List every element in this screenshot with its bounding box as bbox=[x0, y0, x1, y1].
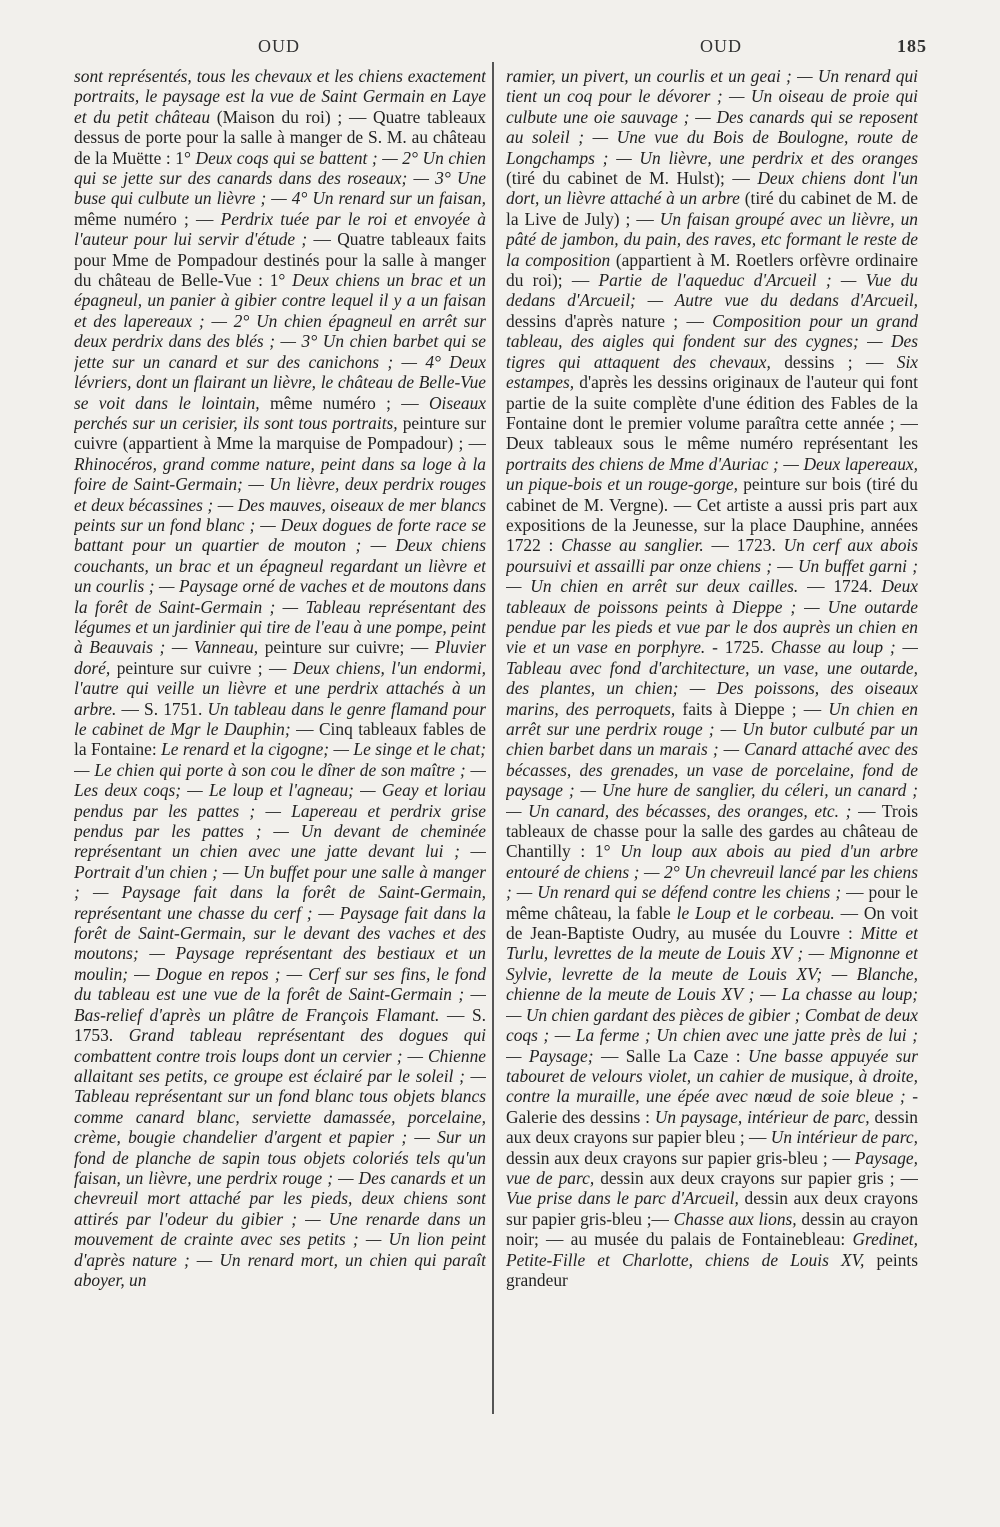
right-column-segment: dessin aux deux crayons sur papier gris-bleu ;— bbox=[506, 1188, 918, 1229]
left-column-segment: Oiseaux perchés sur un cerisier, ils sont tous portraits, bbox=[74, 392, 486, 433]
right-column-segment: Un cerf aux abois poursuivi et assailli par onze chiens ; — Un buffet garni ; — Un chien en arrêt sur deux cailles. bbox=[506, 535, 918, 597]
right-column-segment: Un paysage, intérieur de parc, bbox=[654, 1106, 870, 1127]
page-number: 185 bbox=[897, 36, 927, 56]
left-column-segment: même numéro ; — bbox=[74, 208, 221, 229]
right-column-segment: Un chien en arrêt sur une perdrix rouge ; — Un butor culbuté par un chien barbet dans un marais ; — Canard attaché avec des bécasses, des grenades, un vase de porcelaine, fond de paysage ; — Une hure de sanglier, du céleri, un canard ; — Un canard, des bécasses, des oranges, etc. ; bbox=[506, 698, 918, 821]
right-column-segment: — 1723. bbox=[703, 535, 784, 556]
right-column-segment: Un intérieur de parc, bbox=[770, 1127, 918, 1148]
left-column-segment: (Maison du roi) ; — Quatre tableaux dessus de porte pour la salle à manger de S. M. au château de la Muëtte : 1° bbox=[74, 106, 486, 168]
right-column-segment: — pour le même château, la fable bbox=[506, 882, 918, 923]
right-column-segment: Vue prise dans le parc d'Arcueil, bbox=[506, 1188, 739, 1209]
right-column-segment: Mitte et Turlu, levrettes de la meute de Louis XV ; — Mignonne et Sylvie, levrette de la meute de Louis XV; — Blanche, chienne de la meute de Louis XV ; — La chasse au loup; — Un chien gardant des pièces de gibier ; Combat de deux coqs ; — La ferme ; Un chien avec une jatte près de lui ; — Paysage; bbox=[506, 923, 918, 1066]
right-column-segment: Deux tableaux de poissons peints à Dieppe ; — Une outarde pendue par les pieds et vue par le dos auprès un chien en vie et un vase en porphyre. bbox=[506, 576, 918, 658]
right-column-segment: Deux chiens dont l'un dort, un lièvre attaché à un arbre bbox=[506, 168, 918, 209]
right-column-segment: dessin aux deux crayons sur papier gris-bleu ; — bbox=[506, 1147, 855, 1168]
right-column-segment: Un loup aux abois au pied d'un arbre entouré de chiens ; — 2° Un chevreuil lancé par les chiens ; — Un renard qui se défend contre les chiens ; bbox=[506, 841, 918, 903]
right-column-segment: dessin aux deux crayons sur papier bleu ; — bbox=[506, 1106, 918, 1148]
left-column-text bbox=[74, 66, 486, 1290]
right-column-segment: (appartient à M. Roetlers orfèvre ordinaire du roi); — bbox=[506, 249, 918, 291]
right-column-segment: ramier, un pivert, un courlis et un geai ; — Un renard qui tient un coq pour le dévorer ; — Un oiseau de proie qui culbute une oie sauvage ; — Des canards qui se reposent au soleil ; — Une vue du Bois de Boulogne, route de Longchamps ; — Un lièvre, une perdrix et des oranges bbox=[506, 66, 918, 168]
right-column-segment: portraits des chiens de Mme d'Auriac ; — Deux lapereaux, un pique-bois et un rouge-gorge, bbox=[506, 453, 918, 495]
right-column-segment: — On voit de Jean-Baptiste Oudry, au musée du Louvre : bbox=[506, 902, 918, 944]
right-column-segment: - 1725. bbox=[705, 637, 771, 658]
left-column-segment: — S. 1751. bbox=[116, 698, 208, 719]
right-column-segment: Partie de l'aqueduc d'Arcueil ; — Vue du dedans d'Arcueil; — Autre vue du dedans d'Arcueil, bbox=[506, 270, 918, 311]
right-column-segment: Gredinet, Petite-Fille et Charlotte, chiens de Louis XV, bbox=[506, 1229, 918, 1270]
left-column-segment: peinture sur cuivre (appartient à Mme la marquise de Pompadour) ; — bbox=[74, 412, 486, 454]
left-column-segment: Pluvier doré, bbox=[74, 637, 486, 678]
right-column-segment: faits à Dieppe ; — bbox=[675, 698, 829, 719]
right-column-segment: (tiré du cabinet de M. Hulst); — bbox=[506, 168, 758, 189]
left-column-segment: sont représentés, tous les chevaux et les chiens exactement portraits, le paysage est la vue de Saint Germain en Laye et du petit château bbox=[74, 66, 486, 127]
right-column-segment: - Galerie des dessins : bbox=[506, 1086, 918, 1127]
left-column-segment: Perdrix tuée par le roi et envoyée à l'auteur pour lui servir d'étude ; bbox=[74, 208, 486, 250]
left-column-segment: Deux chiens, l'un endormi, l'autre qui veille un lièvre et une perdrix attachés à un arbre. bbox=[74, 657, 486, 719]
left-column-segment: Un tableau dans le genre flamand pour le cabinet de Mgr le Dauphin; bbox=[74, 698, 486, 739]
right-column-segment: dessin au crayon noir; — au musée du palais de Fontainebleau: bbox=[506, 1208, 918, 1250]
left-column-segment: Deux coqs qui se battent ; — 2° Un chien qui se jette sur des canards dans des roseaux; — 3° Une buse qui culbute un lièvre ; — 4° Un renard sur un faisan, bbox=[74, 147, 486, 209]
right-column-segment: dessins d'après nature ; — bbox=[506, 310, 713, 331]
right-column-text bbox=[506, 66, 918, 1290]
right-column-segment: peinture sur bois (tiré du cabinet de M. Vergne). — Cet artiste a aussi pris part aux expositions de la Jeunesse, sur la place Dauphine, années 1722 : bbox=[506, 474, 918, 556]
right-column-segment: Chasse au loup ; — Tableau avec fond d'architecture, un vase, une outarde, des plantes, un chien; — Des poissons, des oiseaux marins, des perroquets, bbox=[506, 637, 918, 719]
left-column-segment: Grand tableau représentant des dogues qui combattent contre trois loups dont un cervier ; — Chienne allaitant ses petits, ce groupe est éclairé par le soleil ; — Tableau représentant sur un fond blanc tous objets blancs comme canard blanc, serviette damassée, porcelaine, crème, bougie chandelier d'argent et papier ; — Sur un fond de planche de sapin tous objets coloriés tels qu'un faisan, un lièvre, une perdrix rouge ; — Des canards et un chevreuil mort attaché par les pieds, deux chiens sont attirés par l'odeur du gibier ; — Une renarde dans un mouvement de crainte avec ses petits ; — Un lion peint d'après nature ; — Un renard mort, un chien qui paraît aboyer, un bbox=[74, 1025, 486, 1290]
right-column-segment: Un faisan groupé avec un lièvre, un pâté de jambon, du pain, des raves, etc formant le reste de la composition bbox=[506, 208, 918, 270]
running-head-right: OUD bbox=[700, 36, 742, 56]
right-column-segment: Une basse appuyée sur tabouret de velours violet, un cahier de musique, à droite, contre la muraille, une épée avec nœud de soie bleue ; bbox=[506, 1045, 918, 1107]
right-column-segment: — 1724. bbox=[798, 576, 882, 597]
text-column-right bbox=[506, 66, 918, 1426]
left-column-segment: Rhinocéros, grand comme nature, peint dans sa loge à la foire de Saint-Germain; — Un lièvre, deux perdrix rouges et deux bécassines ; — Des mauves, oiseaux de mer blancs peints sur un fond blanc ; — Deux dogues de forte race se battant pour un quartier de mouton ; — Deux chiens couchants, un brac et un épagneul regardant un lièvre et un courlis ; — Paysage orné de vaches et de moutons dans la forêt de Saint-Germain ; — Tableau représentant des légumes et un jardinier qui tire de l'eau à une pompe, peint à Beauvais ; — Vanneau, bbox=[74, 453, 486, 658]
left-column-segment: même numéro ; — bbox=[259, 392, 429, 413]
right-column-segment: (tiré du cabinet de M. de la Live de July) ; — bbox=[506, 188, 918, 229]
left-column-segment: — Cinq tableaux fables de la Fontaine: bbox=[74, 719, 486, 760]
left-column-segment: — Quatre tableaux faits pour Mme de Pompadour destinés pour la salle à manger du château de Belle-Vue : 1° bbox=[74, 229, 486, 291]
right-column-segment: dessin aux deux crayons sur papier gris ; — bbox=[594, 1167, 918, 1188]
right-column-segment: Chasse aux lions, bbox=[673, 1208, 797, 1229]
left-column-segment: Le renard et la cigogne; — Le singe et le chat; — Le chien qui porte à son cou le dîner de son maître ; — Les deux coqs; — Le loup et l'agneau; — Geay et loriau pendus par les pattes ; — Lapereau et perdrix grise pendus par les pattes ; — Un devant de cheminée représentant un chien avec une jatte devant lui ; — Portrait d'un chien ; — Un buffet pour une salle à manger ; — Paysage fait dans la forêt de Saint-Germain, représentant une chasse du cerf ; — Paysage fait dans la forêt de Saint-Germain, sur le devant des vaches et des moutons; — Paysage représentant des bestiaux et un moulin; — Dogue en repos ; — Cerf sur ses fins, le fond du tableau est une vue de la forêt de Saint-Germain ; — Bas-relief d'après un plâtre de François Flamant. bbox=[74, 739, 486, 1025]
column-divider bbox=[492, 62, 494, 1414]
text-column-left bbox=[74, 66, 486, 1426]
right-column-segment: Chasse au sanglier. bbox=[561, 535, 704, 556]
right-column-segment: Six estampes, bbox=[506, 351, 918, 393]
left-column-segment: — S. 1753. bbox=[74, 1004, 486, 1046]
right-column-segment: dessins ; — bbox=[770, 351, 897, 372]
running-head-left: OUD bbox=[258, 36, 300, 56]
right-column-segment: peints grandeur bbox=[506, 1249, 918, 1290]
left-column-segment: peinture sur cuivre ; — bbox=[110, 657, 293, 678]
right-column-segment: Composition pour un grand tableau, des aigles qui fondent sur des cygnes; — Des tigres qui attaquent des chevaux, bbox=[506, 310, 918, 372]
right-column-segment: — Salle La Caze : bbox=[593, 1045, 749, 1066]
left-column-segment: peinture sur cuivre; — bbox=[258, 637, 435, 658]
right-column-segment: Paysage, vue de parc, bbox=[506, 1147, 918, 1188]
right-column-segment: d'après les dessins originaux de l'auteur qui font partie de la suite complète d'une édition des Fables de la Fontaine dont le premier volume paraîtra cette année ; — Deux tableaux sous le même numéro représentant les bbox=[506, 372, 918, 454]
right-column-segment: — Trois tableaux de chasse pour la salle des gardes au château de Chantilly : 1° bbox=[506, 800, 918, 862]
right-column-segment: le Loup et le corbeau. bbox=[676, 902, 835, 923]
left-column-segment: Deux chiens un brac et un épagneul, un panier à gibier contre lequel il y a un faisan et des lapereaux ; — 2° Un chien épagneul en arrêt sur deux perdrix dans des blés ; — 3° Un chien barbet qui se jette sur un canard et sur des canichons ; — 4° Deux lévriers, dont un flairant un lièvre, le château de Belle-Vue se voit dans le lointain, bbox=[74, 270, 486, 413]
